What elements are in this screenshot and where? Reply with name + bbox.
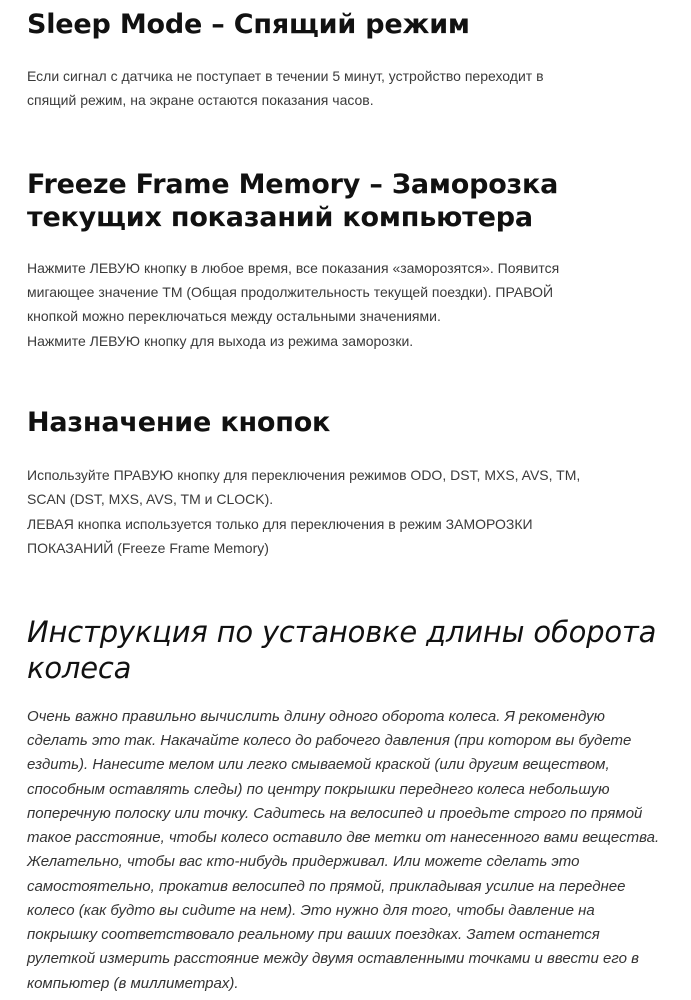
paragraph-line: Нажмите ЛЕВУЮ кнопку в любое время, все показания «заморозятся». Появится: [27, 260, 560, 276]
paragraph-line: компьютер (в миллиметрах).: [27, 975, 239, 992]
heading-buttons: Назначение кнопок: [27, 407, 331, 438]
paragraph-line: кнопкой можно переключаться между остальными значениями.: [27, 308, 441, 324]
paragraph-line: мигающее значение ТМ (Общая продолжительность текущей поездки). ПРАВОЙ: [27, 284, 554, 300]
paragraph-line: такое расстояние, чтобы колесо оставило две метки от нанесенного вами вещества.: [27, 829, 660, 846]
paragraph-line: Желательно, чтобы вас кто-нибудь придерживал. Или можете сделать это: [27, 853, 580, 870]
paragraph-line: рулеткой измерить расстояние между двумя оставленными точками и ввести его в: [27, 950, 639, 967]
heading-wheel-instruction-line-2: колеса: [27, 651, 132, 685]
paragraph-line: Очень важно правильно вычислить длину одного оборота колеса. Я рекомендую: [27, 708, 605, 725]
heading-freeze-frame-line-2: текущих показаний компьютера: [27, 202, 533, 233]
paragraph-line: Нажмите ЛЕВУЮ кнопку для выхода из режима заморозки.: [27, 333, 414, 349]
paragraph-line: Если сигнал с датчика не поступает в течении 5 минут, устройство переходит в: [27, 68, 544, 84]
paragraph-line: колесо (как будто вы сидите на нем). Это нужно для того, чтобы давление на: [27, 902, 595, 919]
paragraph-line: ПОКАЗАНИЙ (Freeze Frame Memory): [27, 540, 269, 556]
paragraph-line: способным оставлять следы) по центру покрышки переднего колеса небольшую: [27, 781, 610, 798]
heading-freeze-frame-line-1: Freeze Frame Memory – Заморозка: [27, 169, 559, 200]
paragraph-line: ездить). Нанесите мелом или легко смываемой краской (или другим веществом,: [27, 756, 610, 773]
paragraph-line: SCAN (DST, MXS, AVS, TM и CLOCK).: [27, 491, 274, 507]
heading-sleep-mode: Sleep Mode – Спящий режим: [27, 9, 470, 40]
paragraph-line: сделать это так. Накачайте колесо до рабочего давления (при котором вы будете: [27, 732, 632, 749]
paragraph-line: покрышку соответствовало реальному при ваших поездках. Затем останется: [27, 926, 600, 943]
paragraph-line: спящий режим, на экране остаются показания часов.: [27, 92, 374, 108]
heading-wheel-instruction-line-1: Инструкция по установке длины оборота: [27, 615, 657, 649]
paragraph-line: Используйте ПРАВУЮ кнопку для переключения режимов ODO, DST, MXS, AVS, TM,: [27, 467, 581, 483]
paragraph-line: самостоятельно, прокатив велосипед по прямой, прикладывая усилие на переднее: [27, 878, 626, 895]
paragraph-line: ЛЕВАЯ кнопка используется только для переключения в режим ЗАМОРОЗКИ: [27, 516, 533, 532]
paragraph-line: поперечную полоску или точку. Садитесь на велосипед и проедьте строго по прямой: [27, 805, 643, 822]
